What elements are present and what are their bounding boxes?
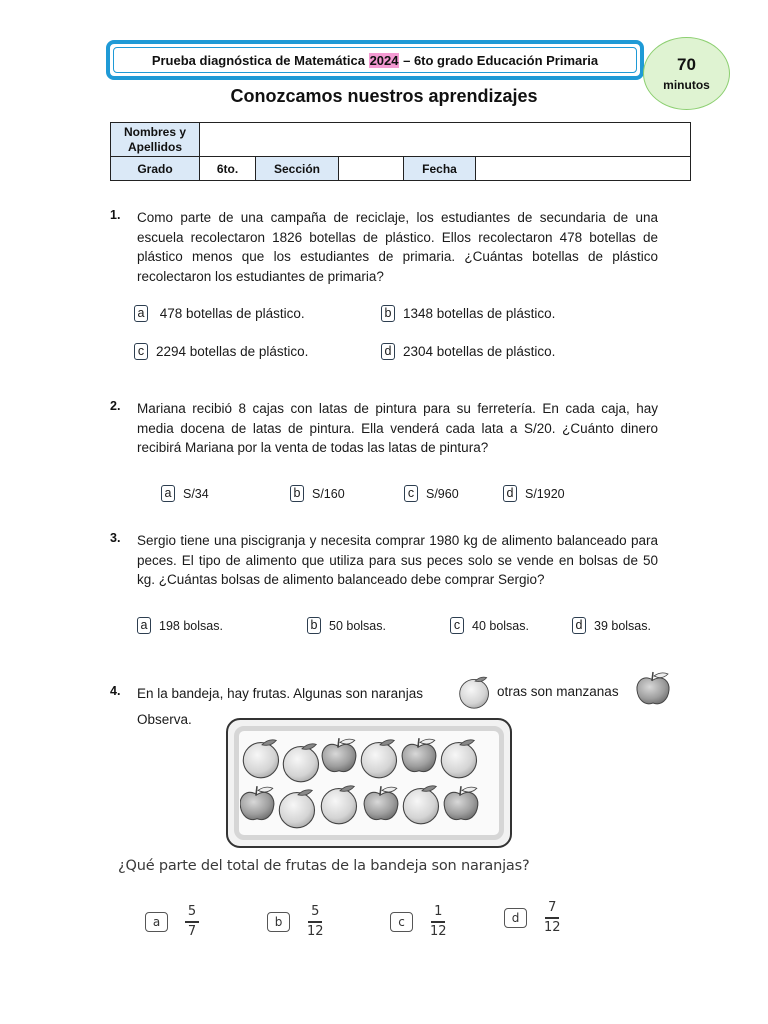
- option-text: S/960: [426, 486, 459, 501]
- page-subtitle: Conozcamos nuestros aprendizajes: [230, 86, 538, 106]
- student-info-table: [110, 122, 691, 181]
- q2-option-d[interactable]: [503, 485, 565, 502]
- question-number: 3.: [110, 531, 121, 545]
- option-letter-box: d: [381, 343, 395, 360]
- apple-icon: [402, 738, 436, 771]
- document-title: [113, 47, 637, 73]
- option-letter-box: d: [504, 908, 527, 928]
- option-letter-box: c: [450, 617, 464, 634]
- option-text: 198 bolsas.: [159, 618, 223, 633]
- question-1: [110, 208, 658, 286]
- orange-icon: [321, 786, 356, 824]
- question-2: [110, 399, 658, 458]
- date-label: Fecha: [404, 157, 476, 181]
- numerator: 1: [434, 904, 443, 919]
- time-value: 70: [677, 54, 696, 74]
- denominator: 12: [430, 923, 447, 939]
- option-letter-box: b: [290, 485, 304, 502]
- numerator: 7: [548, 900, 557, 915]
- q3-option-c[interactable]: [450, 617, 529, 634]
- option-letter-box: c: [390, 912, 413, 932]
- question-text-part2: otras son manzanas: [497, 684, 619, 699]
- option-letter-box: c: [404, 485, 418, 502]
- fraction: [307, 905, 324, 939]
- orange-icon: [243, 740, 278, 778]
- apple-icon: [364, 786, 398, 819]
- option-letter-box: b: [307, 617, 321, 634]
- observe-label: Observa.: [137, 712, 192, 727]
- names-label: Nombres y Apellidos: [111, 123, 200, 157]
- option-text: 39 bolsas.: [594, 618, 651, 633]
- numerator: 5: [311, 904, 320, 919]
- numerator: 5: [187, 904, 197, 919]
- title-year-highlight: 2024: [369, 52, 399, 68]
- names-field[interactable]: [200, 123, 691, 157]
- time-unit: minutos: [663, 77, 710, 92]
- orange-icon: [457, 674, 493, 710]
- q3-option-d[interactable]: [572, 617, 651, 634]
- question-3: [110, 531, 658, 590]
- option-text: 50 bolsas.: [329, 618, 386, 633]
- apple-icon: [240, 786, 274, 819]
- orange-icon: [403, 786, 438, 824]
- orange-icon: [283, 744, 318, 782]
- option-letter-box: b: [267, 912, 290, 932]
- apple-icon: [632, 668, 674, 708]
- option-letter-box: a: [137, 617, 151, 634]
- grade-value: 6to.: [200, 157, 256, 181]
- option-text: S/1920: [525, 486, 565, 501]
- question-text: Sergio tiene una piscigranja y necesita comprar 1980 kg de alimento balanceado para peces. El tipo de alimento que utiliza para sus peces solo se vende en bolsas de 50 kg. ¿Cuántas bolsas de alimento balanceado debe comprar Sergio?: [137, 533, 658, 588]
- option-letter-box: a: [145, 912, 168, 932]
- option-letter-box: a: [161, 485, 175, 502]
- q1-option-c[interactable]: [134, 343, 308, 360]
- title-frame: [106, 40, 644, 80]
- denominator: 12: [307, 923, 324, 939]
- denominator: 7: [187, 923, 197, 939]
- orange-icon: [441, 740, 476, 778]
- title-suffix: – 6to grado Educación Primaria: [399, 52, 599, 68]
- apple-icon: [444, 786, 478, 819]
- apple-icon: [322, 738, 356, 771]
- option-letter-box: a: [134, 305, 148, 322]
- fraction-bar: [308, 921, 322, 923]
- q3-option-b[interactable]: [307, 617, 386, 634]
- denominator: 12: [544, 919, 561, 935]
- question-text: Como parte de una campaña de reciclaje, los estudiantes de secundaria de una escuela recolectaron 1826 botellas de plástico. Ellos recolectaron 478 botellas de plástico menos que los estudiantes de primaria. ¿Cuántas botellas de plástico recolectaron los estudiantes de primaria?: [137, 210, 658, 284]
- question-number: 2.: [110, 399, 121, 413]
- option-letter-box: c: [134, 343, 148, 360]
- question-number: 4.: [110, 684, 121, 698]
- title-prefix: Prueba diagnóstica de Matemática: [151, 52, 369, 68]
- orange-icon: [279, 790, 314, 828]
- q1-option-d[interactable]: [381, 343, 555, 360]
- option-text: 2304 botellas de plástico.: [403, 344, 556, 359]
- fraction: [544, 901, 561, 935]
- orange-icon: [361, 740, 396, 778]
- option-letter-box: d: [503, 485, 517, 502]
- q2-option-b[interactable]: [290, 485, 345, 502]
- fraction: [185, 905, 199, 939]
- fraction-bar: [431, 921, 445, 923]
- q3-option-a[interactable]: [137, 617, 223, 634]
- question-number: 1.: [110, 208, 121, 222]
- fruit-tray: [226, 718, 512, 848]
- option-text: S/160: [312, 486, 345, 501]
- fraction-bar: [185, 921, 199, 923]
- option-text: 478 botellas de plástico.: [156, 306, 305, 321]
- q2-option-a[interactable]: [161, 485, 209, 502]
- option-text: 1348 botellas de plástico.: [403, 306, 556, 321]
- option-text: 40 bolsas.: [472, 618, 529, 633]
- fraction-bar: [545, 917, 559, 919]
- q2-option-c[interactable]: [404, 485, 459, 502]
- fraction-question: ¿Qué parte del total de frutas de la bandeja son naranjas?: [118, 858, 530, 874]
- fraction: [430, 905, 447, 939]
- q1-option-a[interactable]: [134, 305, 305, 322]
- q4-option-a[interactable]: [145, 905, 199, 939]
- section-label: Sección: [256, 157, 339, 181]
- section-field[interactable]: [339, 157, 404, 181]
- option-text: 2294 botellas de plástico.: [156, 344, 309, 359]
- date-field[interactable]: [476, 157, 691, 181]
- q1-option-b[interactable]: [381, 305, 555, 322]
- question-text: Mariana recibió 8 cajas con latas de pintura para su ferretería. En cada caja, hay media docena de latas de pintura. Ella venderá cada lata a S/20. ¿Cuánto dinero recibirá Mariana por la venta de todas las latas de pintura?: [137, 401, 658, 456]
- fruit-grid: [240, 734, 490, 834]
- option-letter-box: b: [381, 305, 395, 322]
- option-text: S/34: [183, 486, 209, 501]
- question-text-part1: En la bandeja, hay frutas. Algunas son naranjas: [137, 686, 423, 701]
- q4-option-c[interactable]: [390, 905, 447, 939]
- q4-option-b[interactable]: [267, 905, 324, 939]
- option-letter-box: d: [572, 617, 586, 634]
- grade-label: Grado: [111, 157, 200, 181]
- q4-option-d[interactable]: [504, 901, 561, 935]
